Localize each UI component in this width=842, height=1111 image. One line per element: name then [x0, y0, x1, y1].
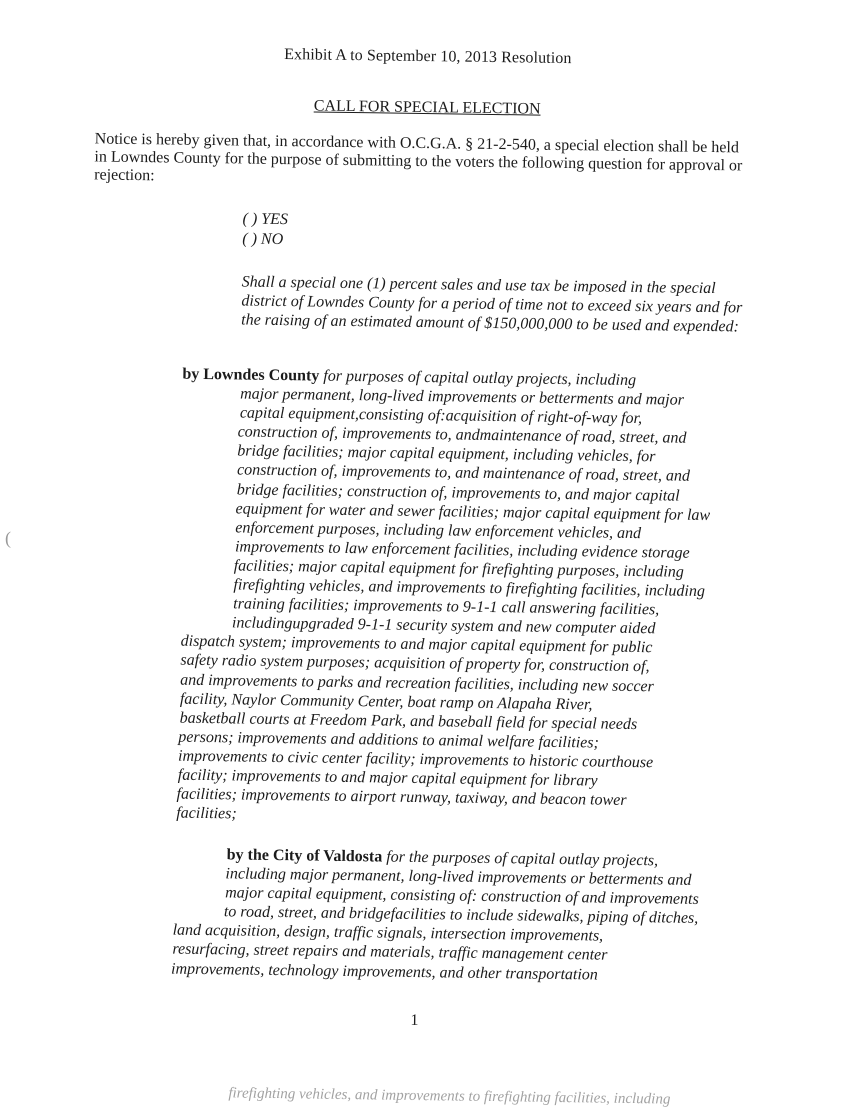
- county-line: enforcement purposes, including law enforcement vehicles, and: [235, 519, 642, 542]
- county-line: dispatch system; improvements to and major capital equipment for public: [180, 632, 653, 657]
- county-line: capital equipment,consisting of:acquisition of right-of-way for,: [239, 404, 643, 428]
- county-line: facilities;: [176, 804, 237, 823]
- county-line: bridge facilities; major capital equipment, including vehicles, for: [237, 442, 656, 466]
- city-line: land acquisition, design, traffic signals, intersection improvements,: [172, 921, 604, 945]
- county-line: major permanent, long-lived improvements or betterments and major: [240, 385, 685, 409]
- county-line: facility; improvements to and major capital equipment for library: [177, 766, 598, 790]
- county-line: construction of, improvements to, andmaintenance of road, street, and: [237, 423, 687, 447]
- county-line: improvements to law enforcement facilities, including evidence storage: [234, 538, 690, 562]
- county-line: facilities; major capital equipment for firefighting purposes, including: [233, 557, 684, 581]
- county-paragraph: [176, 365, 712, 831]
- county-line: facility, Naylor Community Center, boat ramp on Alapaha River,: [179, 690, 593, 714]
- county-line: training facilities; improvements to 9-1-1 call answering facilities,: [233, 595, 660, 619]
- county-line: bridge facilities; construction of, improvements to, and major capital: [236, 480, 680, 505]
- ballot-option-no: ( ) NO: [242, 230, 284, 249]
- county-line: facilities; improvements to airport runway, taxiway, and beacon tower: [176, 785, 627, 809]
- city-lead: by the City of Valdosta: [226, 846, 383, 866]
- city-line: resurfacing, street repairs and materials, traffic management center: [172, 941, 608, 965]
- county-line: equipment for water and sewer facilities; major capital equipment for law: [235, 500, 711, 524]
- city-paragraph: [170, 845, 699, 986]
- ballot-options: [242, 209, 288, 250]
- county-line: construction of, improvements to, and maintenance of road, street, and: [236, 461, 690, 486]
- county-line: persons; improvements and additions to animal welfare facilities;: [178, 728, 600, 752]
- document-title: [6, 93, 842, 123]
- county-line: firefighting vehicles, and improvements to firefighting facilities, including: [233, 576, 706, 601]
- ballot-option-yes: ( ) YES: [242, 210, 289, 229]
- margin-bracket-mark: (: [5, 528, 11, 548]
- city-line: improvements, technology improvements, and other transportation: [171, 960, 598, 984]
- page-number: 1: [410, 1011, 419, 1030]
- city-line: major capital equipment, consisting of: construction of and improvements: [225, 884, 699, 909]
- city-line: for the purposes of capital outlay projects,: [386, 848, 659, 870]
- notice-paragraph: Notice is hereby given that, in accordance with O.C.G.A. § 21-2-540, a special election shall be held in Lowndes County for the purpose of submitting to the voters the following question for approval or rejection:: [94, 130, 743, 185]
- document-title-text: CALL FOR SPECIAL ELECTION: [313, 97, 541, 118]
- county-line: improvements to civic center facility; improvements to historic courthouse: [177, 747, 654, 772]
- ballot-question: Shall a special one (1) percent sales and use tax be imposed in the special district of Lowndes County for a period of time not to exceed six years and for the raising of an estimated amount of $150,000,000 to be used and expended:: [241, 273, 743, 336]
- city-line: including major permanent, long-lived improvements or betterments and: [225, 865, 692, 889]
- exhibit-header: Exhibit A to September 10, 2013 Resolution: [284, 46, 572, 68]
- county-line: and improvements to parks and recreation facilities, including new soccer: [180, 671, 654, 695]
- county-line: basketball courts at Freedom Park, and baseball field for special needs: [179, 709, 638, 733]
- county-lead: by Lowndes County: [182, 365, 320, 385]
- county-line: includingupgraded 9-1-1 security system and new computer aided: [231, 614, 656, 638]
- county-line: safety radio system purposes; acquisition of property for, construction of,: [180, 652, 650, 676]
- bleed-through-text: firefighting vehicles, and improvements to firefighting facilities, including: [228, 1085, 671, 1108]
- city-line: to road, street, and bridgefacilities to include sidewalks, piping of ditches,: [223, 903, 699, 928]
- county-line: for purposes of capital outlay projects, including: [323, 367, 637, 389]
